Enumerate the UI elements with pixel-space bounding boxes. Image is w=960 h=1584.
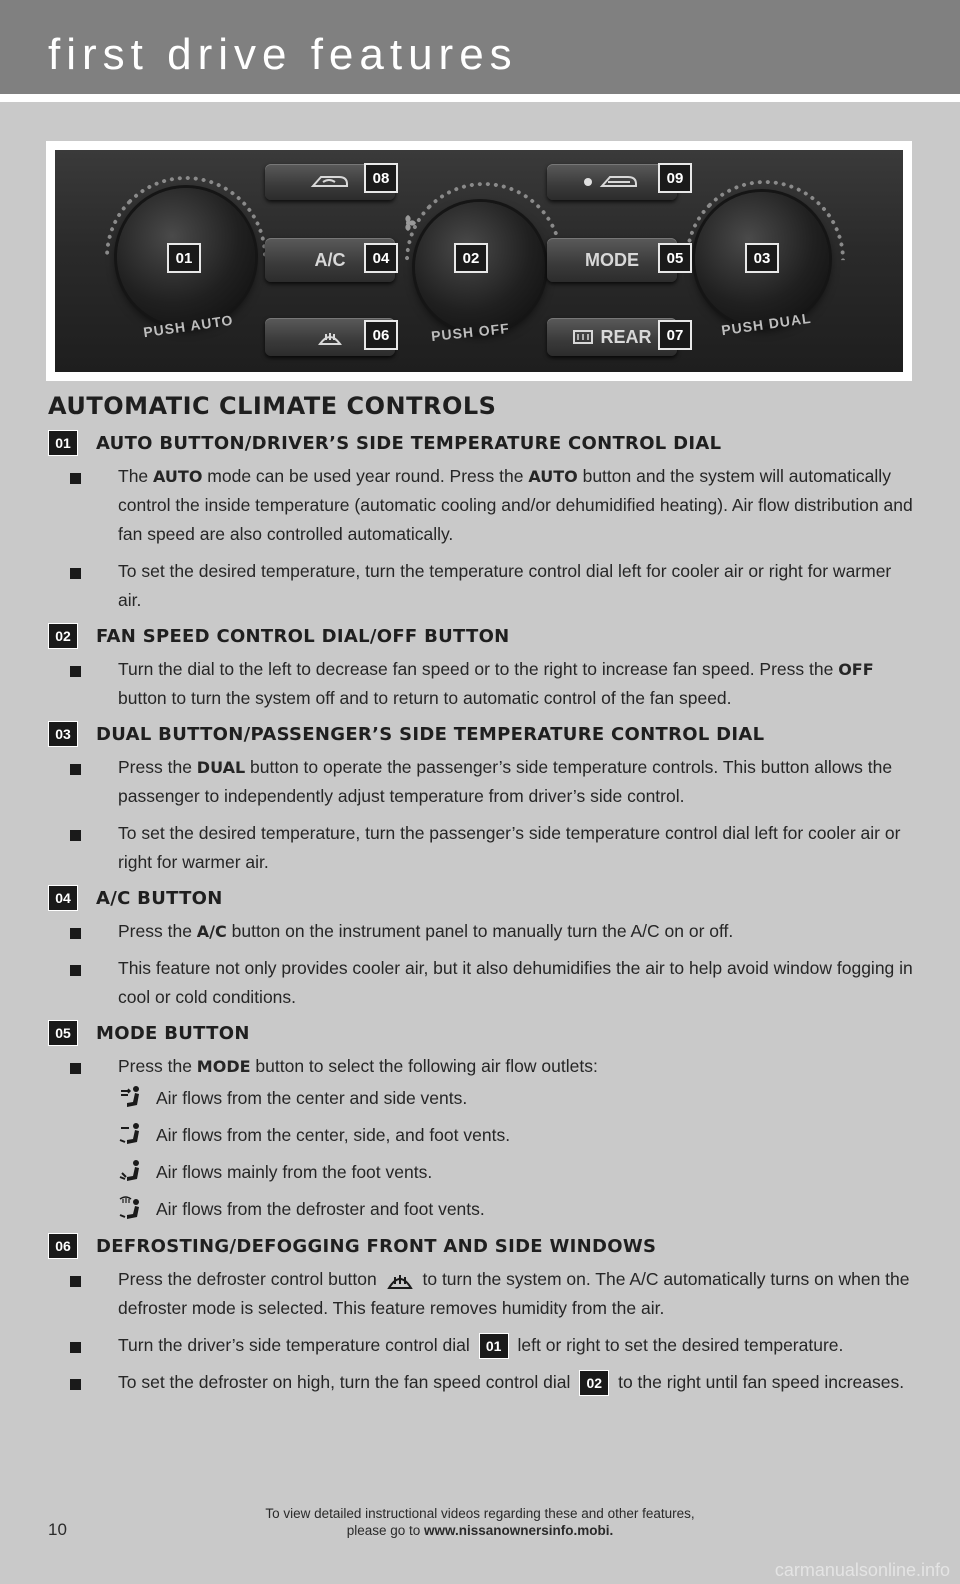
text: to the right until fan speed increases.	[613, 1372, 905, 1392]
text: button to turn the system off and to return to automatic control of the fan speed.	[118, 688, 732, 708]
rear-defrost-label: REAR	[600, 326, 652, 347]
driver-temp-dial-label: PUSH AUTO	[142, 311, 235, 341]
section-title: A/C BUTTON	[96, 887, 223, 909]
callout-tag-08: 08	[364, 163, 398, 193]
section-number: 03	[48, 721, 78, 747]
bullet-item	[48, 655, 918, 713]
section-title: AUTO BUTTON/DRIVER’S SIDE TEMPERATURE CONTROL DIAL	[96, 432, 722, 454]
section-number: 02	[48, 623, 78, 649]
rear-defrost-icon	[572, 328, 594, 346]
text: button to select the following air flow outlets:	[250, 1056, 598, 1076]
section-header	[48, 1020, 918, 1046]
section-title: FAN SPEED CONTROL DIAL/OFF BUTTON	[96, 625, 510, 647]
bullet-item	[48, 1331, 918, 1360]
vent-face-icon	[118, 1085, 146, 1111]
section-header	[48, 623, 918, 649]
text: To set the desired temperature, turn the passenger’s side temperature control dial left for cooler air or right for warmer air.	[118, 823, 901, 872]
inline-callout-tag: 02	[579, 1370, 609, 1396]
text: button on the instrument panel to manually turn the A/C on or off.	[226, 921, 734, 941]
bullet-item	[48, 557, 918, 615]
page-number: 10	[48, 1520, 67, 1539]
vent-mode-item	[48, 1085, 918, 1111]
section-header	[48, 885, 918, 911]
ac-button-label: A/C	[314, 249, 346, 270]
text: Press the	[118, 757, 197, 777]
section-header	[48, 430, 918, 456]
page-title: first drive features	[48, 30, 518, 79]
vent-mode-text: Air flows mainly from the foot vents.	[156, 1162, 433, 1182]
fresh-air-icon	[598, 172, 640, 192]
watermark: carmanualsonline.info	[774, 1560, 950, 1580]
section-heading: AUTOMATIC CLIMATE CONTROLS	[48, 392, 497, 420]
section-number: 06	[48, 1233, 78, 1259]
section-title: MODE BUTTON	[96, 1022, 250, 1044]
section-number: 04	[48, 885, 78, 911]
section-02	[48, 623, 918, 713]
vent-mode-text: Air flows from the center, side, and foot vents.	[156, 1125, 511, 1145]
section-06	[48, 1233, 918, 1397]
callout-tag-04: 04	[364, 243, 398, 273]
bullet-item	[48, 917, 918, 946]
fan-speed-dial-label: PUSH OFF	[430, 319, 511, 345]
vent-defrost-foot-icon	[118, 1196, 146, 1222]
footer-url: www.nissanownersinfo.mobi.	[424, 1523, 614, 1538]
bold-text: OFF	[838, 660, 874, 679]
front-defrost-icon	[386, 1268, 414, 1292]
text: Press the	[118, 921, 197, 941]
section-header	[48, 721, 918, 747]
recirculation-icon	[309, 172, 351, 192]
bullet-list	[48, 753, 918, 877]
main-content	[48, 392, 918, 1405]
text: Turn the driver’s side temperature control dial	[118, 1335, 475, 1355]
vent-mode-item	[48, 1122, 918, 1148]
text: This feature not only provides cooler air, but it also dehumidifies the air to help avoid window fogging in cool or cold conditions.	[118, 958, 913, 1007]
footer-note	[0, 1505, 960, 1539]
bullet-list	[48, 917, 918, 1012]
inline-callout-tag: 01	[479, 1333, 509, 1359]
bullet-list	[48, 1265, 918, 1397]
section-05	[48, 1020, 918, 1222]
vent-mode-text: Air flows from the defroster and foot vents.	[156, 1199, 485, 1219]
section-number: 05	[48, 1020, 78, 1046]
bullet-item	[48, 753, 918, 811]
vent-bilevel-icon	[118, 1122, 146, 1148]
section-title: DEFROSTING/DEFOGGING FRONT AND SIDE WINDOWS	[96, 1235, 657, 1257]
section-04	[48, 885, 918, 1012]
bullet-list	[48, 1052, 918, 1081]
text: mode can be used year round. Press the	[202, 466, 529, 486]
text: button and the system will automatically control the inside temperature (automatic cooling and/or dehumidified heating). Air flow distribution and fan speed are also controlled automatically.	[118, 466, 913, 544]
text: to turn the system on. The A/C automatically turns on when the defroster mode is selected. This feature removes humidity from the air.	[118, 1269, 910, 1318]
bullet-item	[48, 1368, 918, 1397]
bold-text: AUTO	[528, 467, 578, 486]
vent-mode-text: Air flows from the center and side vents.	[156, 1088, 468, 1108]
page-header	[0, 0, 960, 94]
callout-tag-05: 05	[658, 243, 692, 273]
climate-panel-photo	[46, 141, 912, 381]
text: To set the desired temperature, turn the temperature control dial left for cooler air or right for warmer air.	[118, 561, 892, 610]
section-header	[48, 1233, 918, 1259]
text: Press the	[118, 1056, 197, 1076]
section-01	[48, 430, 918, 615]
header-divider	[0, 94, 960, 102]
section-03	[48, 721, 918, 877]
bold-text: DUAL	[196, 758, 246, 777]
climate-panel	[55, 150, 903, 372]
text: left or right to set the desired temperature.	[512, 1335, 844, 1355]
bullet-item	[48, 819, 918, 877]
mode-button-label: MODE	[585, 249, 639, 270]
text: Press the defroster control button	[118, 1269, 382, 1289]
front-defrost-icon	[317, 326, 343, 348]
callout-tag-02: 02	[454, 243, 488, 273]
fan-icon	[399, 214, 417, 232]
footer-line-2	[0, 1522, 960, 1539]
callout-tag-03: 03	[745, 243, 779, 273]
text: button to operate the passenger’s side temperature controls. This button allows the passenger to independently adjust temperature from driver’s side control.	[118, 757, 893, 806]
section-title: DUAL BUTTON/PASSENGER’S SIDE TEMPERATURE CONTROL DIAL	[96, 723, 765, 745]
bold-text: MODE	[196, 1057, 251, 1076]
vent-mode-item	[48, 1196, 918, 1222]
bullet-list	[48, 462, 918, 615]
text: Turn the dial to the left to decrease fan speed or to the right to increase fan speed. Press the	[118, 659, 839, 679]
bullet-list	[48, 655, 918, 713]
bold-text: A/C	[196, 922, 227, 941]
indicator-light	[584, 178, 592, 186]
bold-text: AUTO	[153, 467, 203, 486]
bullet-item	[48, 954, 918, 1012]
callout-tag-06: 06	[364, 320, 398, 350]
vent-foot-icon	[118, 1159, 146, 1185]
passenger-temp-dial-label: PUSH DUAL	[720, 309, 813, 339]
vent-mode-list	[48, 1085, 918, 1222]
vent-mode-item	[48, 1159, 918, 1185]
text: The	[118, 466, 154, 486]
bullet-item	[48, 1052, 918, 1081]
bullet-item	[48, 1265, 918, 1323]
callout-tag-01: 01	[167, 243, 201, 273]
callout-tag-09: 09	[658, 163, 692, 193]
bullet-item	[48, 462, 918, 549]
footer-prefix: please go to	[346, 1523, 425, 1538]
callout-tag-07: 07	[658, 320, 692, 350]
section-number: 01	[48, 430, 78, 456]
footer-line-1: To view detailed instructional videos regarding these and other features,	[265, 1506, 695, 1521]
text: To set the defroster on high, turn the fan speed control dial	[118, 1372, 576, 1392]
